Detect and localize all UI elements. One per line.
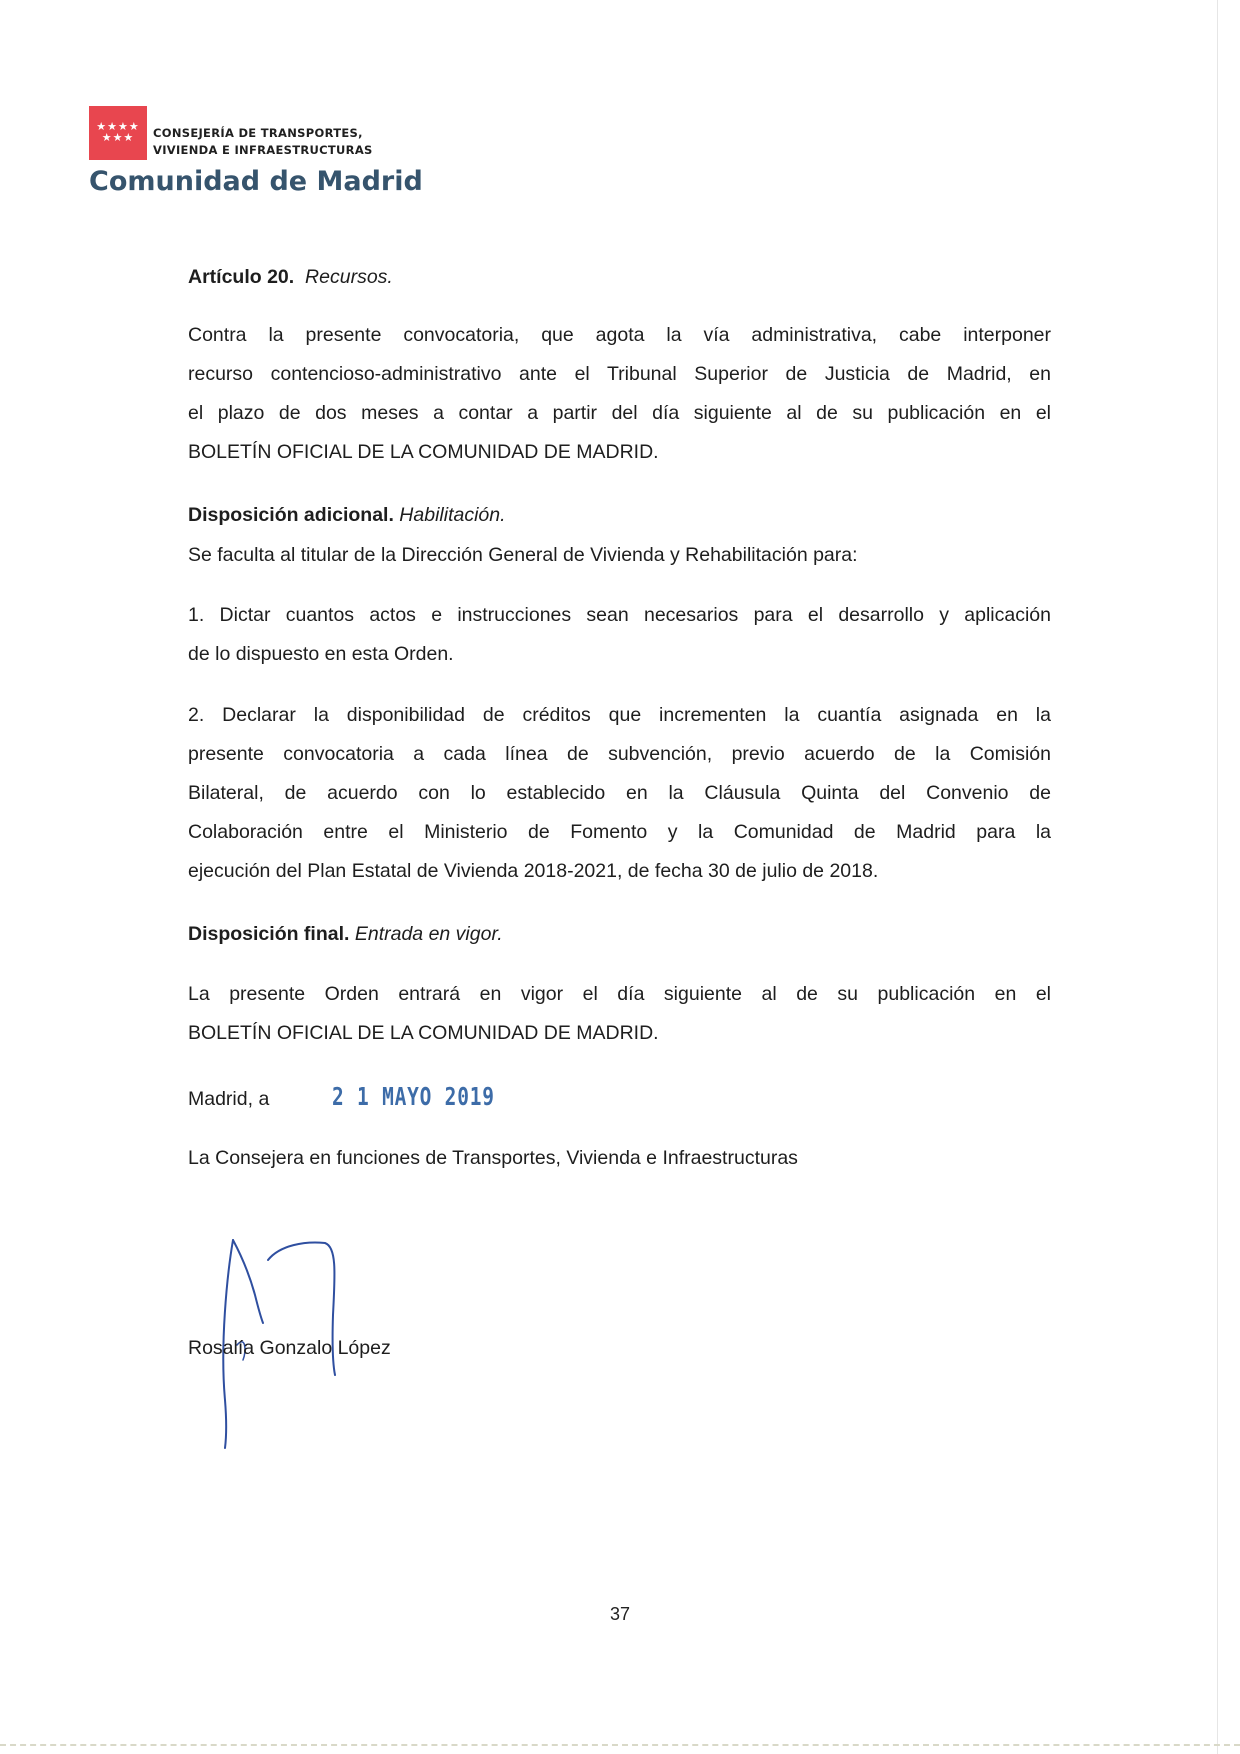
paragraph-line: el plazo de dos meses a contar a partir del día siguiente al de su publicación en el (188, 402, 1051, 424)
brand-name: Comunidad de Madrid (89, 166, 423, 197)
paragraph-line: La presente Orden entrará en vigor el día siguiente al de su publicación en el (188, 983, 1051, 1005)
paragraph-line: Contra la presente convocatoria, que agota la vía administrativa, cabe interponer (188, 324, 1051, 346)
logo-stars-row1: ★★★★ (96, 121, 140, 133)
article20-paragraph (188, 316, 1051, 472)
additional-item1 (188, 596, 1051, 674)
paragraph-line: Colaboración entre el Ministerio de Fomento y la Comunidad de Madrid para la (188, 821, 1051, 843)
article20-title: Recursos. (305, 266, 393, 288)
paragraph-line: presente convocatoria a cada línea de subvención, previo acuerdo de la Comisión (188, 743, 1051, 765)
additional-title: Habilitación. (399, 504, 506, 526)
paragraph-line: 2. Declarar la disponibilidad de créditos que incrementen la cuantía asignada en la (188, 704, 1051, 726)
department-line2: VIVIENDA E INFRAESTRUCTURAS (153, 143, 373, 157)
paragraph-line: BOLETÍN OFICIAL DE LA COMUNIDAD DE MADRID. (188, 441, 659, 463)
final-label: Disposición final. (188, 923, 350, 945)
final-title: Entrada en vigor. (354, 923, 503, 945)
date-stamp: 2 1 MAYO 2019 (332, 1082, 495, 1111)
paragraph-line: 1. Dictar cuantos actos e instrucciones sean necesarios para el desarrollo y aplicación (188, 604, 1051, 626)
department-line1: CONSEJERÍA DE TRANSPORTES, (153, 126, 363, 140)
comunidad-madrid-logo (89, 106, 147, 160)
logo-stars-row2: ★★★ (101, 132, 135, 144)
additional-intro: Se faculta al titular de la Dirección General de Vivienda y Rehabilitación para: (188, 544, 858, 566)
paragraph-line: recurso contencioso-administrativo ante el Tribunal Superior de Justicia de Madrid, en (188, 363, 1051, 385)
paragraph-line: ejecución del Plan Estatal de Vivienda 2018-2021, de fecha 30 de julio de 2018. (188, 860, 879, 882)
scan-edge-bottom (0, 1744, 1240, 1746)
signatory-role: La Consejera en funciones de Transportes, Vivienda e Infraestructuras (188, 1147, 798, 1169)
article20-heading (188, 258, 1051, 297)
paragraph-line: de lo dispuesto en esta Orden. (188, 643, 454, 665)
final-heading (188, 915, 1051, 954)
signatory-name: Rosalía Gonzalo López (188, 1337, 391, 1359)
additional-label: Disposición adicional. (188, 504, 394, 526)
additional-heading (188, 496, 1051, 535)
place-label: Madrid, a (188, 1088, 270, 1110)
article20-label: Artículo 20. (188, 266, 295, 288)
final-paragraph (188, 975, 1051, 1053)
scan-edge-right (1217, 0, 1218, 1754)
department-name (153, 125, 373, 159)
paragraph-line: BOLETÍN OFICIAL DE LA COMUNIDAD DE MADRID. (188, 1022, 659, 1044)
paragraph-line: Bilateral, de acuerdo con lo establecido en la Cláusula Quinta del Convenio de (188, 782, 1051, 804)
additional-item2 (188, 696, 1051, 891)
page-number: 37 (609, 1604, 631, 1624)
